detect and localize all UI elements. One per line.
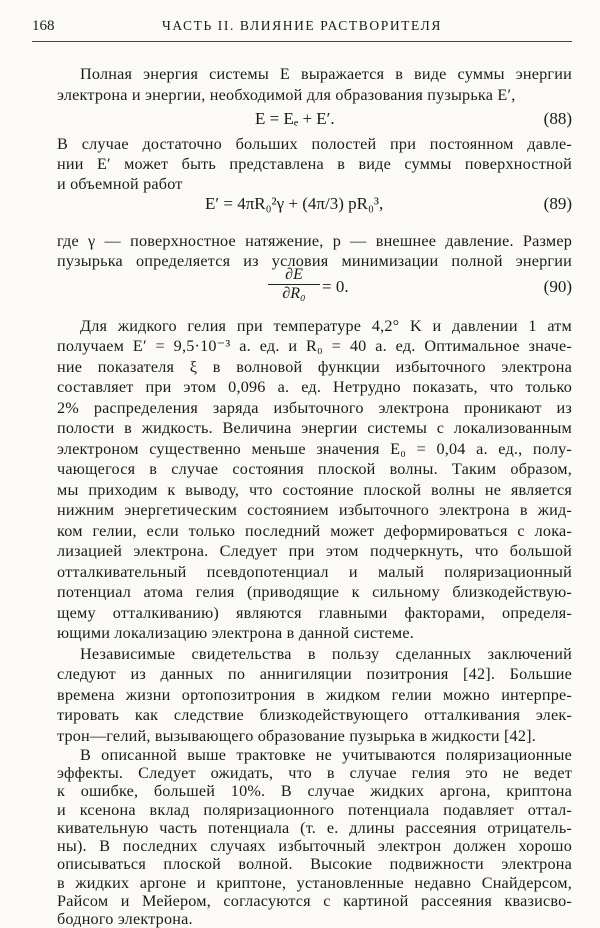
text-line: эффекты. Следует ожидать, что в случае гелия это не ведет	[57, 764, 572, 783]
text-line: ние показателя ξ в волновой функции избыточного электрона	[57, 358, 572, 376]
equation-90-fraction	[268, 266, 320, 303]
text-line: электроном существенно меньше значения E₀ = 0,04 а. ед., полу-	[57, 440, 572, 458]
text-line: пузырька определяется из условия минимизации полной энергии	[57, 252, 572, 270]
fraction-denominator: ∂R₀	[282, 285, 306, 302]
text-line: времена жизни ортопозитрония в жидком гелии можно интерпре-	[57, 686, 572, 704]
text-line: тировать как следствие близкодействующего отталкивания элек-	[57, 706, 572, 724]
text-line: электрона и энергии, необходимой для образования пузырька E′,	[57, 86, 516, 104]
text-line: получаем E′ = 9,5·10⁻³ а. ед. и R₀ = 40 а. ед. Оптимальное значе-	[57, 337, 572, 355]
text-line: потенциал атома гелия (приводящие к сильному близкодействую-	[57, 583, 572, 601]
text-line: ны). В последних случаях избыточный электрон должен хорошо	[57, 837, 572, 856]
text-line: Райсом и Мейером, согласуются с картиной рассеяния квазисво-	[57, 891, 572, 910]
text-line: нии E′ может быть представлена в виде суммы поверхностной	[57, 155, 572, 173]
page-header	[32, 18, 572, 40]
text-line: лизацией электрона. Следует при этом подчеркнуть, что большой	[57, 542, 572, 560]
text-line: Независимые свидетельства в пользу сделанных заключений	[80, 645, 572, 663]
equation-number-88: (88)	[543, 109, 572, 128]
text-line: щему отталкиванию) являются главными факторами, определя-	[57, 604, 572, 622]
text-line: следуют из данных по аннигиляции позитрония [42]. Большие	[57, 665, 572, 683]
page-number: 168	[32, 18, 55, 34]
text-line: в жидких аргоне и криптоне, установленные недавно Снайдерсом,	[57, 873, 572, 892]
text-line: нижним энергетическим состоянием избыточного электрона в жид-	[57, 501, 572, 519]
text-line: составляет при этом 0,096 а. ед. Нетрудно показать, что только	[57, 378, 572, 396]
text-line: к ошибке, большей 10%. В случае жидких аргона, криптона	[57, 782, 572, 801]
text-line: В случае достаточно больших полостей при постоянном давле-	[57, 135, 572, 153]
text-line: полости в жидкость. Величина энергии системы с локализованным	[57, 419, 572, 437]
text-line: чающегося в случае состояния плоской волны. Таким образом,	[57, 460, 572, 478]
equation-number-90: (90)	[543, 277, 572, 296]
equation-90-rhs: = 0.	[322, 277, 349, 296]
text-line: кивательную часть потенциала (т. е. длины рассеяния отрицатель-	[57, 818, 572, 837]
text-line: В описанной выше трактовке не учитываются поляризационные	[80, 746, 572, 764]
text-line: Полная энергия системы E выражается в виде суммы энергии	[80, 65, 572, 83]
equation-88: E = Eₑ + E′.	[255, 109, 335, 128]
text-line: бодного электрона.	[57, 910, 193, 928]
equation-number-89: (89)	[543, 194, 572, 213]
text-line: трон—гелий, вызывающего образование пузырька в жидкости [42].	[57, 727, 536, 745]
text-line: мы приходим к выводу, что состояние плоской волны не является	[57, 481, 572, 499]
text-line: ком гелии, если только последний может деформироваться с лока-	[57, 522, 572, 540]
text-line: 2% распределения заряда избыточного электрона проникают из	[57, 399, 572, 417]
text-line: ющими локализацию электрона в данной системе.	[57, 624, 415, 642]
equation-89: E′ = 4πR₀²γ + (4π/3) pR₀³,	[205, 194, 384, 213]
header-rule	[32, 41, 572, 42]
text-line: описываться плоской волной. Высокие подвижности электрона	[57, 855, 572, 874]
text-line: где γ — поверхностное натяжение, p — внешнее давление. Размер	[57, 232, 572, 250]
running-title: ЧАСТЬ II. ВЛИЯНИЕ РАСТВОРИТЕЛЯ	[161, 18, 443, 33]
text-line: Для жидкого гелия при температуре 4,2° K и давлении 1 атм	[80, 317, 572, 335]
text-line: отталкивательный псевдопотенциал и малый поляризационный	[57, 563, 572, 581]
fraction-numerator: ∂E	[268, 266, 320, 285]
text-line: и объемной работ	[57, 175, 183, 193]
text-line: и ксенона вклад поляризационного потенциала подавляет оттал-	[57, 800, 572, 819]
